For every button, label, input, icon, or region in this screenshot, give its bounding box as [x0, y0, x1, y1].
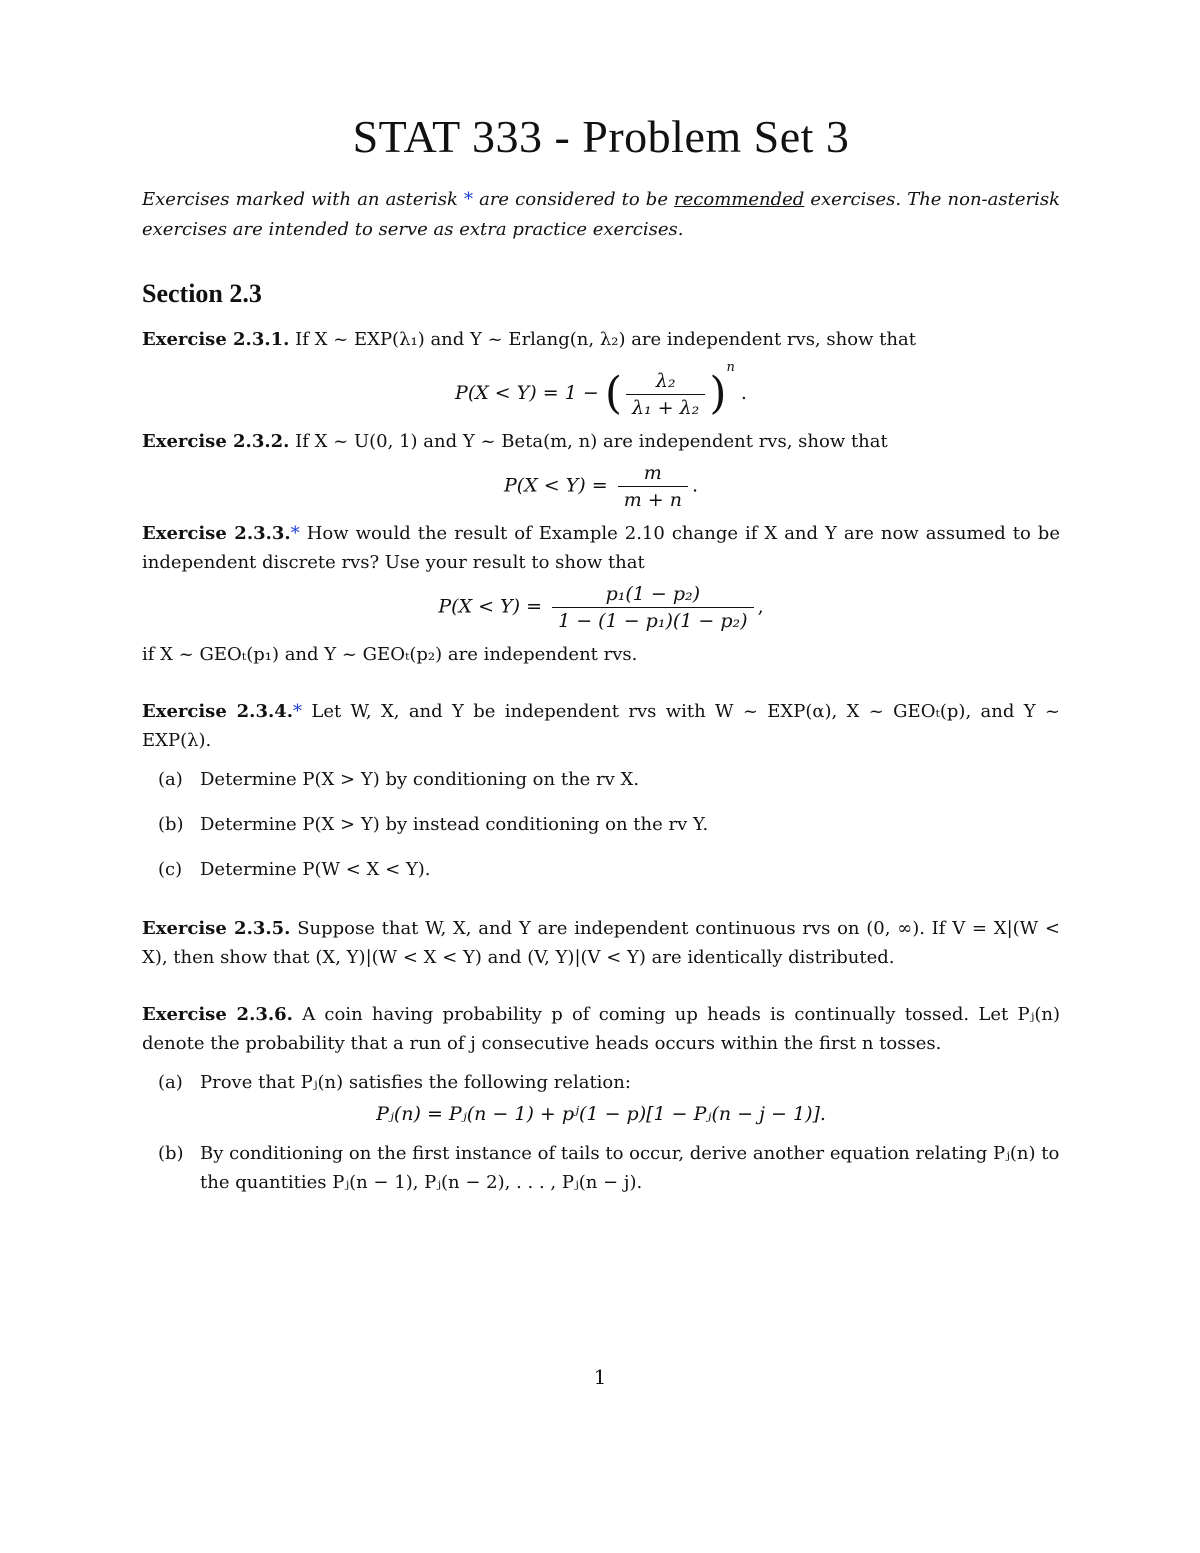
exercise-label: Exercise 2.3.3. [142, 522, 291, 544]
item-text: Prove that Pⱼ(n) satisfies the following relation: [200, 1071, 631, 1093]
list-item [142, 855, 1060, 884]
exercise-label: Exercise 2.3.5. [142, 917, 291, 939]
list-item [142, 1068, 1060, 1097]
intro-text-2: are considered to be [473, 189, 675, 210]
fraction-numerator: m [618, 462, 688, 487]
exercise-2-3-6 [142, 1000, 1060, 1058]
fraction-denominator: m + n [623, 488, 682, 511]
list-item [142, 810, 1060, 839]
fraction [552, 583, 753, 632]
fraction [626, 370, 705, 419]
fraction-numerator: p₁(1 − p₂) [552, 583, 753, 608]
intro-paragraph [142, 185, 1060, 245]
fraction-denominator: λ₁ + λ₂ [631, 396, 700, 419]
exercise-label: Exercise 2.3.4. [142, 700, 294, 722]
equation-2: P(X < Y) = $\frac{m}{m + n}$ . [504, 461, 698, 511]
exercise-text: Suppose that W, X, and Y are independent continuous rvs on (0, ∞). If V = X|(W < X), then show that (X, Y)|(W < X < Y) and (V, Y)|(V < Y) are identically distributed. [142, 917, 1060, 968]
exponent: n [726, 360, 735, 375]
exercise-label: Exercise 2.3.1. [142, 329, 290, 350]
item-label: (a) [158, 768, 183, 790]
exercise-text: If X ~ U(0, 1) and Y ~ Beta(m, n) are independent rvs, show that [295, 430, 888, 452]
item-label: (a) [158, 1071, 183, 1093]
exercise-2-3-5 [142, 914, 1060, 972]
fraction [618, 462, 688, 511]
intro-underlined: recommended [674, 189, 805, 210]
exercise-text: If X ~ EXP(λ₁) and Y ~ Erlang(n, λ₂) are independent rvs, show that [295, 329, 916, 350]
exercise-text: How would the result of Example 2.10 change if X and Y are now assumed to be independent discrete rvs? Use your result to show that [142, 522, 1060, 573]
document-page [142, 110, 1060, 1213]
item-text: By conditioning on the first instance of tails to occur, derive another equation relating Pⱼ(n) to the quantities Pⱼ(n − 1), Pⱼ(n − 2), . . . , Pⱼ(n − j). [200, 1142, 1060, 1193]
fraction-denominator: 1 − (1 − p₁)(1 − p₂) [558, 609, 748, 632]
equation-lhs: P(X < Y) = [504, 474, 608, 496]
subitem-list [142, 1139, 1060, 1197]
intro-text-3: exercises. The non-asterisk exercises are intended to serve as extra practice exercises. [142, 189, 1060, 240]
exercise-text: Let W, X, and Y be independent rvs with W ~ EXP(α), X ~ GEOₜ(p), and Y ~ EXP(λ). [142, 700, 1060, 751]
exercise-label: Exercise 2.3.2. [142, 430, 290, 452]
item-text: Determine P(W < X < Y). [200, 858, 431, 880]
page-number: 1 [593, 1365, 607, 1389]
exercise-label: Exercise 2.3.6. [142, 1003, 293, 1025]
equation-3: P(X < Y) = $\frac{\text{p₁(1 − p₂)}}{\text{1 − (1 − p₁)(1 − p₂)}}$ , [438, 582, 764, 632]
spacer [142, 900, 1060, 914]
equation-lhs: P(X < Y) = 1 − [455, 382, 599, 404]
equation-4: Pⱼ(n) = Pⱼ(n − 1) + pʲ(1 − p)[1 − Pⱼ(n − j − 1)]. [376, 1102, 826, 1125]
list-item [142, 1139, 1060, 1197]
left-paren: ( [604, 368, 622, 419]
list-item [142, 765, 1060, 794]
asterisk-marker: * [293, 700, 303, 722]
right-paren: ) [709, 368, 727, 419]
subitem-list [142, 1068, 1060, 1097]
subitem-list [142, 765, 1060, 884]
item-label: (b) [158, 1142, 184, 1164]
asterisk-marker: * [464, 189, 474, 210]
spacer [142, 669, 1060, 697]
exercise-text: A coin having probability p of coming up heads is continually tossed. Let Pⱼ(n) denote the probability that a run of j consecutive heads occurs within the first n tosses. [142, 1003, 1060, 1054]
exercise-2-3-2 [142, 427, 1060, 456]
page-title: STAT 333 - Problem Set 3 [352, 111, 850, 162]
exercise-2-3-3 [142, 519, 1060, 577]
exercise-text-after: if X ~ GEOₜ(p₁) and Y ~ GEOₜ(p₂) are independent rvs. [142, 643, 638, 665]
item-label: (b) [158, 813, 184, 835]
fraction-numerator: λ₂ [626, 370, 705, 395]
item-label: (c) [158, 858, 183, 880]
asterisk-marker: * [290, 522, 300, 544]
intro-text-1: Exercises marked with an asterisk [142, 189, 465, 210]
equation-1: P(X < Y) = 1 − ( $\frac{\text{λ₂}}{\text{λ₁ + λ₂}}$ )$^n$ . [455, 360, 747, 419]
item-text: Determine P(X > Y) by conditioning on the rv X. [200, 768, 640, 790]
exercise-2-3-1 [142, 325, 1060, 354]
equation-lhs: P(X < Y) = [438, 595, 543, 617]
spacer [142, 972, 1060, 1000]
exercise-2-3-4 [142, 697, 1060, 755]
section-heading: Section 2.3 [142, 279, 262, 308]
item-text: Determine P(X > Y) by instead conditioning on the rv Y. [200, 813, 709, 835]
